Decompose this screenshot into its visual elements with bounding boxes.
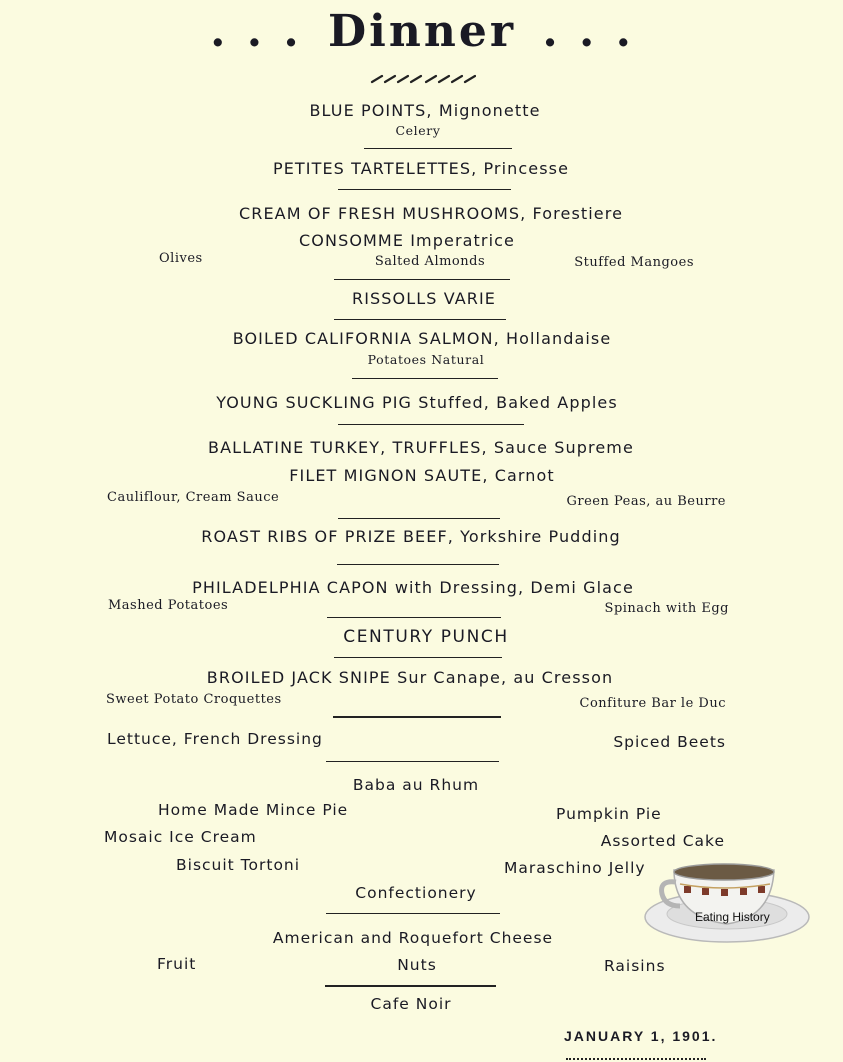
course-divider <box>325 985 496 987</box>
dish-cream-mushrooms: CREAM OF FRESH MUSHROOMS, <box>238 204 527 223</box>
course-divider <box>338 518 500 519</box>
title-word: Dinner <box>327 6 517 57</box>
dessert-baba: Baba au Rhum <box>352 776 480 794</box>
dish-tartelettes-style: Princesse <box>483 159 570 178</box>
course-divider <box>326 913 500 914</box>
dish-salmon: BOILED CALIFORNIA SALMON, <box>232 329 500 348</box>
watermark-text: Eating History <box>695 910 770 924</box>
course-divider <box>334 657 502 658</box>
dish-snipe: BROILED JACK SNIPE <box>206 668 391 687</box>
dish-raisins: Raisins <box>604 957 666 975</box>
side-potatoes-natural: Potatoes Natural <box>367 352 485 367</box>
title-ornament <box>370 73 476 85</box>
course-pig <box>216 393 618 412</box>
course-divider <box>337 564 499 565</box>
dish-roast-ribs: ROAST RIBS OF PRIZE BEEF, <box>201 527 454 546</box>
side-mashed-potatoes: Mashed Potatoes <box>108 598 229 613</box>
dish-rissolls: RISSOLLS VARIE <box>351 289 497 308</box>
course-consomme <box>299 231 515 250</box>
course-divider <box>334 279 510 280</box>
course-divider <box>338 189 511 190</box>
side-olives: Olives <box>159 251 203 266</box>
dish-consomme-style: Imperatrice <box>410 231 515 250</box>
dish-filet-style: Carnot <box>494 466 555 485</box>
menu-title <box>210 6 634 57</box>
course-divider <box>352 378 498 379</box>
dish-spiced-beets: Spiced Beets <box>613 733 726 751</box>
dish-pig-style: Stuffed, Baked Apples <box>418 393 618 412</box>
cropped-text-fragment <box>566 1055 706 1062</box>
dish-lettuce: Lettuce, French Dressing <box>107 730 323 748</box>
dish-pig: YOUNG SUCKLING PIG <box>216 393 413 412</box>
side-celery: Celery <box>395 123 441 138</box>
dessert-confectionery: Confectionery <box>355 884 477 902</box>
course-snipe <box>207 668 613 687</box>
dish-blue-points: BLUE POINTS, <box>309 101 433 120</box>
course-salmon <box>233 329 612 348</box>
title-dots-left: . . . <box>210 6 302 57</box>
course-turkey <box>208 438 634 457</box>
dish-turkey-sauce: Sauce Supreme <box>493 438 634 457</box>
dish-tartelettes: PETITES TARTELETTES, <box>272 159 478 178</box>
course-divider <box>338 424 524 425</box>
course-divider <box>326 761 499 762</box>
dish-salmon-sauce: Hollandaise <box>505 329 612 348</box>
dish-punch: CENTURY PUNCH <box>343 627 509 647</box>
course-cream-mushrooms <box>239 204 623 223</box>
side-confiture: Confiture Bar le Duc <box>579 696 726 711</box>
dish-cafe-noir: Cafe Noir <box>370 995 452 1013</box>
course-divider <box>327 617 501 618</box>
dessert-maraschino: Maraschino Jelly <box>504 859 646 877</box>
course-capon <box>192 578 634 597</box>
title-dots-right: . . . <box>542 6 634 57</box>
side-spinach: Spinach with Egg <box>604 601 729 616</box>
dish-consomme: CONSOMME <box>299 231 405 250</box>
dish-capon: PHILADELPHIA CAPON <box>192 578 389 597</box>
course-divider <box>334 319 506 320</box>
dessert-pumpkin-pie: Pumpkin Pie <box>556 805 662 823</box>
dish-roast-ribs-side: Yorkshire Pudding <box>460 527 621 546</box>
dish-blue-points-sauce: Mignonette <box>438 101 541 120</box>
side-green-peas: Green Peas, au Beurre <box>566 494 726 509</box>
side-cauliflour: Cauliflour, Cream Sauce <box>107 490 280 505</box>
dish-snipe-style: Sur Canape, au Cresson <box>397 668 614 687</box>
menu-date: JANUARY 1, 1901. <box>564 1028 718 1044</box>
dish-fruit: Fruit <box>157 955 197 973</box>
teacup-watermark-icon <box>644 862 814 952</box>
course-roast-ribs <box>201 527 620 546</box>
dish-turkey: BALLATINE TURKEY, TRUFFLES, <box>208 438 488 457</box>
side-sweet-potato: Sweet Potato Croquettes <box>106 692 282 707</box>
dish-filet: FILET MIGNON SAUTE, <box>289 466 489 485</box>
dessert-tortoni: Biscuit Tortoni <box>176 856 301 874</box>
course-tartelettes <box>273 159 569 178</box>
dessert-assorted-cake: Assorted Cake <box>600 832 725 850</box>
side-salted-almonds: Salted Almonds <box>374 254 486 269</box>
dessert-mosaic: Mosaic Ice Cream <box>104 828 257 846</box>
dish-capon-style: with Dressing, Demi Glace <box>394 578 634 597</box>
course-divider <box>364 148 512 149</box>
course-divider <box>333 716 501 718</box>
course-blue-points <box>309 101 540 120</box>
side-stuffed-mangoes: Stuffed Mangoes <box>574 255 694 270</box>
dish-nuts: Nuts <box>397 956 437 974</box>
dessert-mince-pie: Home Made Mince Pie <box>158 801 349 819</box>
dish-cheese: American and Roquefort Cheese <box>272 929 554 947</box>
course-filet <box>289 466 555 485</box>
dish-cream-mushrooms-style: Forestiere <box>532 204 624 223</box>
